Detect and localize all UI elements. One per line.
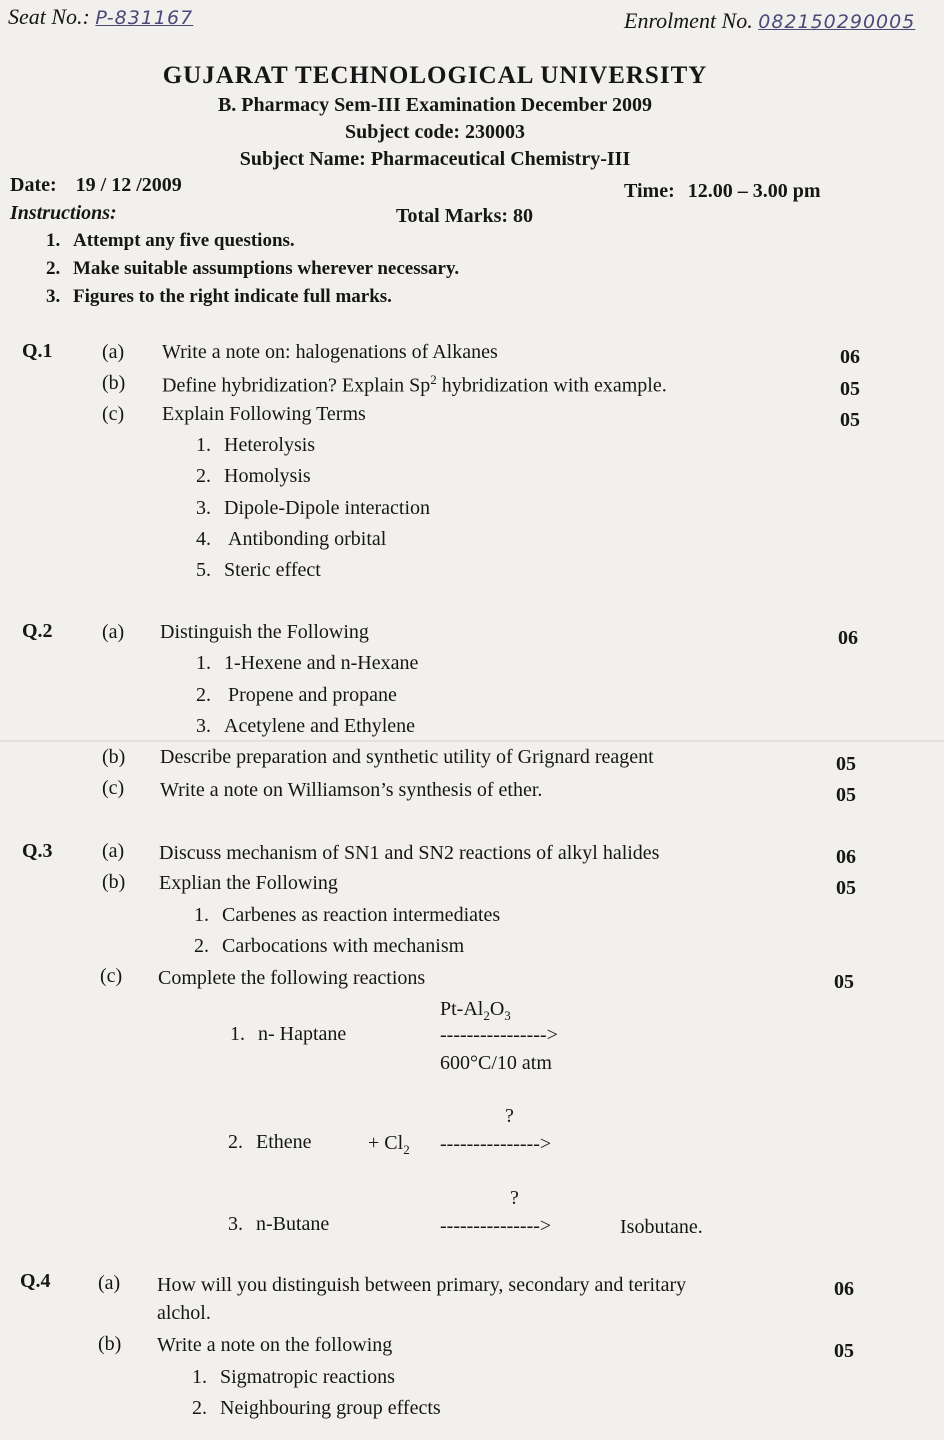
part-label: (c): [102, 403, 125, 425]
question-label: Q.2: [22, 620, 53, 642]
part-label: (a): [102, 341, 125, 363]
question-label: Q.1: [22, 340, 53, 362]
enrolment-label: Enrolment No.: [624, 8, 753, 33]
list-item: 1. Heterolysis: [196, 434, 316, 456]
question-text: How will you distinguish between primary, secondary and teritary: [157, 1274, 687, 1296]
question-text-cont: alchol.: [157, 1302, 211, 1324]
instruction-item: 1. Attempt any five questions.: [46, 230, 295, 251]
question-text: Explian the Following: [159, 872, 338, 894]
list-item: 2. Neighbouring group effects: [192, 1397, 441, 1419]
instructions-label: Instructions:: [10, 202, 117, 224]
reaction-arrow: --------------->: [440, 1215, 552, 1237]
question-text: Define hybridization? Explain Sp$^2$ hybridization with example.: [162, 372, 667, 397]
question-text: Discuss mechanism of SN1 and SN2 reactions of alkyl halides: [159, 842, 660, 864]
fold-line: [0, 740, 944, 742]
list-item: 2. Carbocations with mechanism: [194, 935, 465, 957]
question-label: Q.3: [22, 840, 53, 862]
part-label: (a): [102, 840, 125, 862]
part-label: (b): [102, 746, 126, 768]
list-item: 3. Dipole-Dipole interaction: [196, 497, 431, 519]
subject-code: Subject code: 230003: [345, 121, 525, 143]
question-text: Describe preparation and synthetic utility of Grignard reagent: [160, 746, 654, 768]
marks: 05: [840, 378, 860, 400]
question-text: Distinguish the Following: [160, 621, 369, 643]
reaction: 1. n- Haptane: [230, 1023, 347, 1045]
list-item: 1. 1-Hexene and n-Hexane: [196, 652, 419, 674]
part-label: (c): [100, 965, 123, 987]
exam-date: [10, 174, 182, 197]
reaction-product: Isobutane.: [620, 1216, 703, 1238]
marks: 05: [836, 753, 856, 775]
marks: 05: [840, 409, 860, 431]
marks: 05: [834, 971, 854, 993]
reaction-arrow: --------------->: [440, 1133, 552, 1155]
list-item: 2. Homolysis: [196, 465, 311, 487]
exam-time: [624, 180, 821, 203]
part-label: (c): [102, 777, 125, 799]
question-label: Q.4: [20, 1270, 51, 1292]
instruction-item: 2. Make suitable assumptions wherever necessary.: [46, 258, 460, 279]
university-title: GUJARAT TECHNOLOGICAL UNIVERSITY: [162, 62, 708, 89]
list-item: 1. Sigmatropic reactions: [192, 1366, 395, 1388]
list-item: 1. Carbenes as reaction intermediates: [194, 904, 501, 926]
subject-name: Subject Name: Pharmaceutical Chemistry-III: [239, 148, 631, 170]
marks: 06: [838, 627, 858, 649]
part-label: (a): [98, 1272, 121, 1294]
reaction: 2. Ethene: [228, 1131, 312, 1153]
reaction-arrow: ---------------->: [440, 1024, 558, 1046]
enrolment-value: 082150290005: [758, 11, 916, 33]
exam-title: B. Pharmacy Sem-III Examination December 2009: [217, 94, 653, 116]
date-value: 19 / 12 /2009: [75, 174, 182, 196]
catalyst: $Pt-Al_2O_3$: [440, 998, 511, 1023]
part-label: (b): [102, 372, 126, 394]
part-label: (b): [102, 871, 126, 893]
question-text: Complete the following reactions: [158, 967, 426, 989]
marks: 06: [840, 346, 860, 368]
question-text: Explain Following Terms: [162, 403, 366, 425]
question-text: Write a note on Williamson’s synthesis of ether.: [160, 779, 543, 801]
unknown-reagent: ?: [510, 1187, 519, 1209]
time-label: Time:: [624, 180, 675, 202]
list-item: 5. Steric effect: [196, 559, 321, 581]
unknown-reagent: ?: [505, 1105, 514, 1127]
instruction-item: 3. Figures to the right indicate full marks.: [46, 286, 392, 307]
question-text: Write a note on the following: [157, 1334, 393, 1356]
reaction-condition: 600°C/10 atm: [440, 1052, 552, 1074]
reagent: + $Cl_2$: [368, 1132, 410, 1157]
seat-number: [8, 4, 193, 30]
marks: 06: [836, 846, 856, 868]
marks: 05: [834, 1340, 854, 1362]
list-item: 4. Antibonding orbital: [196, 528, 387, 550]
part-label: (a): [102, 621, 125, 643]
question-text: Write a note on: halogenations of Alkanes: [162, 341, 498, 363]
marks: 06: [834, 1278, 854, 1300]
time-value: 12.00 – 3.00 pm: [687, 180, 821, 202]
marks: 05: [836, 877, 856, 899]
seat-value: P-831167: [95, 7, 194, 29]
seat-label: Seat No.:: [8, 4, 90, 29]
reaction: 3. n-Butane: [228, 1213, 330, 1235]
marks: 05: [836, 784, 856, 806]
list-item: 2. Propene and propane: [196, 684, 397, 706]
enrolment-number: [624, 8, 915, 34]
total-marks: Total Marks: 80: [396, 205, 534, 227]
part-label: (b): [98, 1333, 122, 1355]
date-label: Date:: [10, 174, 57, 196]
list-item: 3. Acetylene and Ethylene: [196, 715, 416, 737]
